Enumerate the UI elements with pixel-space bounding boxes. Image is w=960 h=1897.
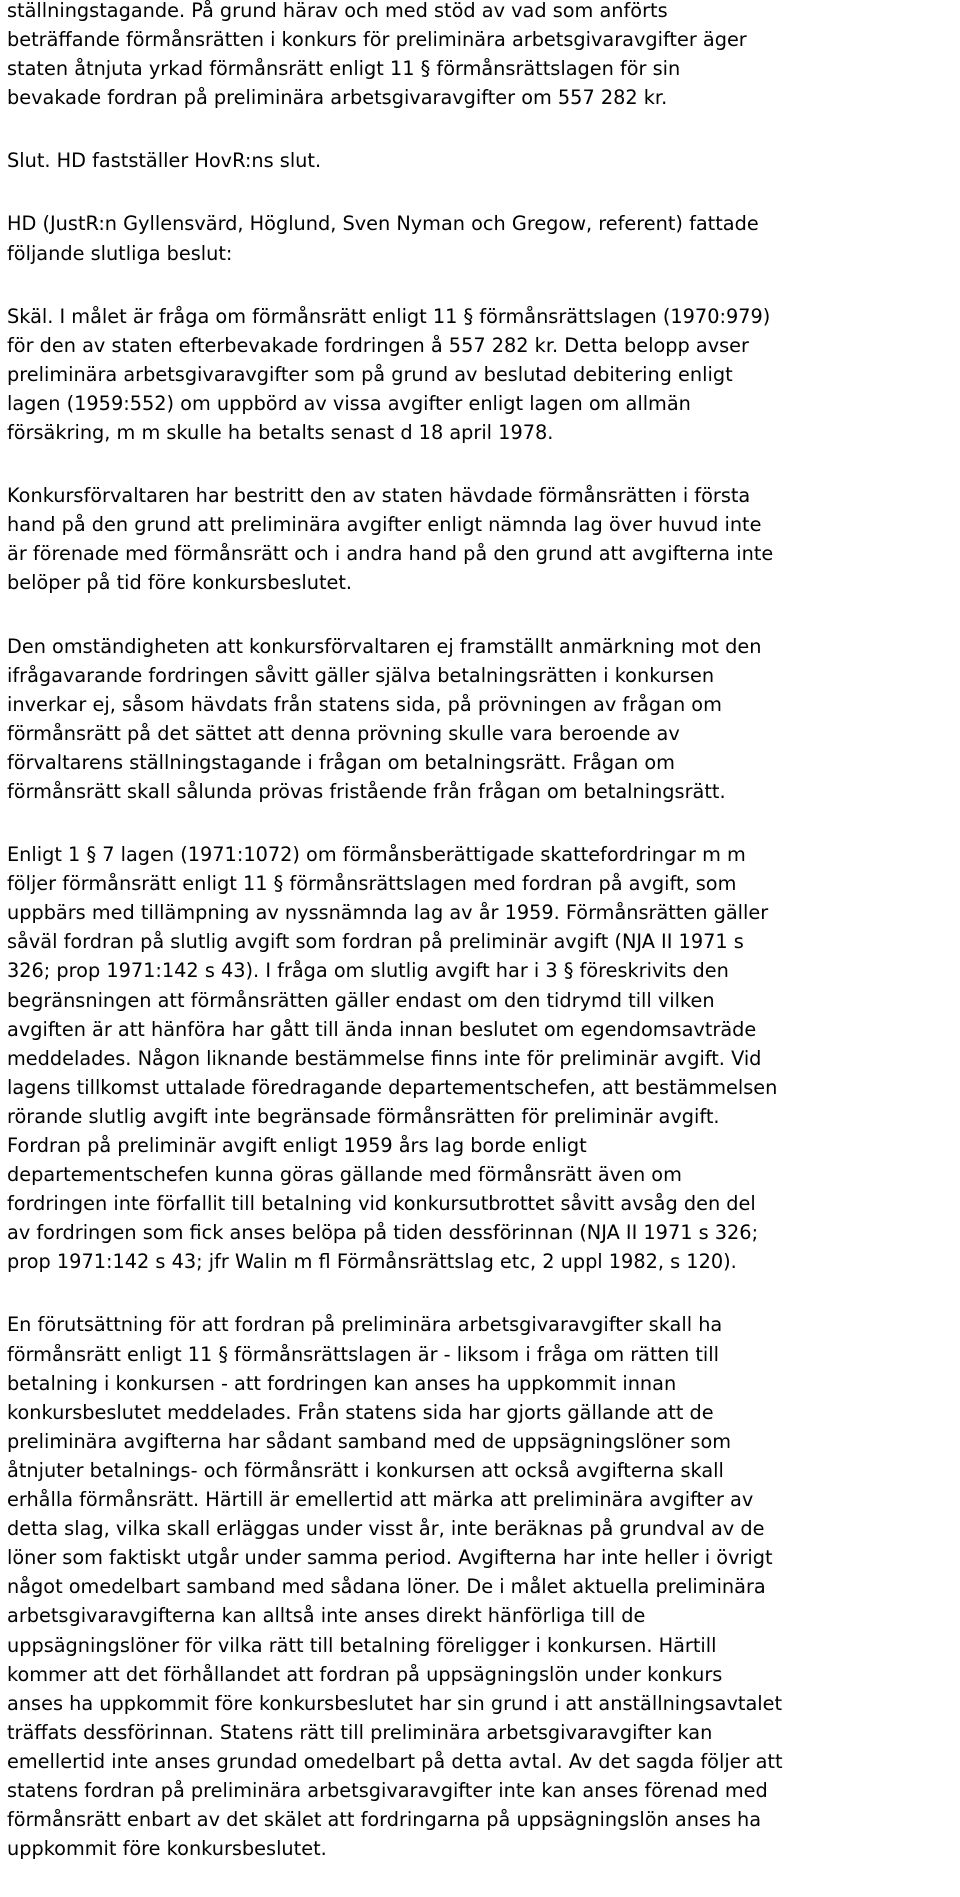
text-line: preliminära arbetsgivaravgifter som på grund av beslutad debitering enligt (7, 362, 733, 386)
text-line: HD (JustR:n Gyllensvärd, Höglund, Sven Nyman och Gregow, referent) fattade (7, 212, 759, 236)
text-line: såväl fordran på slutlig avgift som fordran på preliminär avgift (NJA II 1971 s (7, 930, 744, 954)
text-line: försäkring, m m skulle ha betalts senast d 18 april 1978. (7, 421, 554, 445)
text-line: emellertid inte anses grundad omedelbart på detta avtal. Av det sagda följer att (7, 1749, 783, 1773)
document-body (7, 0, 957, 1897)
text-line: En förutsättning för att fordran på preliminära arbetsgivaravgifter skall ha (7, 1313, 723, 1337)
paragraph-skal (7, 302, 957, 447)
text-line: fordringen inte förfallit till betalning vid konkursutbrottet såvitt avsåg den del (7, 1192, 756, 1216)
text-line: av fordringen som fick anses belöpa på tiden dessförinnan (NJA II 1971 s 326; (7, 1221, 759, 1245)
text-line: staten åtnjuta yrkad förmånsrätt enligt 11 § förmånsrättslagen för sin (7, 57, 681, 81)
text-line: prop 1971:142 s 43; jfr Walin m fl Förmånsrättslag etc, 2 uppl 1982, s 120). (7, 1250, 737, 1274)
text-line: departementschefen kunna göras gällande med förmånsrätt även om (7, 1163, 682, 1187)
text-line: inverkar ej, såsom hävdats från statens sida, på prövningen av frågan om (7, 692, 722, 716)
text-line: för den av staten efterbevakade fordringen å 557 282 kr. Detta belopp avser (7, 333, 749, 357)
text-line: förmånsrätt skall sålunda prövas fristående från frågan om betalningsrätt. (7, 779, 726, 803)
paragraph-payment-right (7, 632, 957, 807)
text-line: detta slag, vilka skall erläggas under visst år, inte beräknas på grundval av de (7, 1517, 765, 1541)
text-line: ifrågavarande fordringen såvitt gäller själva betalningsrätten i konkursen (7, 663, 715, 687)
text-line: rörande slutlig avgift inte begränsade förmånsrätten för preliminär avgift. (7, 1104, 720, 1128)
paragraph-law-1971 (7, 840, 957, 1276)
text-line: meddelades. Någon liknande bestämmelse finns inte för preliminär avgift. Vid (7, 1046, 762, 1070)
paragraph-court-composition (7, 209, 957, 267)
text-line: avgiften är att hänföra har gått till ända innan beslutet om egendomsavträde (7, 1017, 757, 1041)
text-line: följer förmånsrätt enligt 11 § förmånsrättslagen med fordran på avgift, som (7, 872, 737, 896)
text-line: uppkommit före konkursbeslutet. (7, 1837, 327, 1861)
text-line: förmånsrätt enligt 11 § förmånsrättslagen är - liksom i fråga om rätten till (7, 1342, 719, 1366)
text-line: uppsägningslöner för vilka rätt till betalning föreligger i konkursen. Härtill (7, 1633, 717, 1657)
paragraph-intro (7, 0, 957, 112)
text-line: något omedelbart samband med sådana löner. De i målet aktuella preliminära (7, 1575, 766, 1599)
text-line: förmånsrätt på det sättet att denna prövning skulle vara beroende av (7, 721, 680, 745)
text-line: är förenade med förmånsrätt och i andra hand på den grund att avgifterna inte (7, 542, 774, 566)
text-line: beträffande förmånsrätten i konkurs för preliminära arbetsgivaravgifter äger (7, 28, 747, 52)
text-line: hand på den grund att preliminära avgifter enligt nämnda lag över huvud inte (7, 513, 762, 537)
text-line: konkursbeslutet meddelades. Från statens sida har gjorts gällande att de (7, 1400, 714, 1424)
text-line: ställningstagande. På grund härav och med stöd av vad som anförts (7, 0, 668, 22)
text-line: uppbärs med tillämpning av nyssnämnda lag av år 1959. Förmånsrätten gäller (7, 901, 769, 925)
text-line: bevakade fordran på preliminära arbetsgivaravgifter om 557 282 kr. (7, 86, 668, 110)
text-line: träffats dessförinnan. Statens rätt till preliminära arbetsgivaravgifter kan (7, 1720, 713, 1744)
text-line: Den omständigheten att konkursförvaltaren ej framställt anmärkning mot den (7, 634, 762, 658)
text-line: Enligt 1 § 7 lagen (1971:1072) om förmånsberättigade skattefordringar m m (7, 843, 746, 867)
text-line: begränsningen att förmånsrätten gäller endast om den tidrymd till vilken (7, 988, 715, 1012)
text-line: Skäl. I målet är fråga om förmånsrätt enligt 11 § förmånsrättslagen (1970:979) (7, 304, 771, 328)
text-line: Konkursförvaltaren har bestritt den av staten hävdade förmånsrätten i första (7, 484, 751, 508)
text-line: löner som faktiskt utgår under samma period. Avgifterna har inte heller i övrigt (7, 1546, 773, 1570)
text-line: preliminära avgifterna har sådant samband med de uppsägningslöner som (7, 1429, 732, 1453)
text-line: åtnjuter betalnings- och förmånsrätt i konkursen att också avgifterna skall (7, 1458, 724, 1482)
paragraph-slut (7, 146, 957, 175)
text-line: betalning i konkursen - att fordringen kan anses ha uppkommit innan (7, 1371, 677, 1395)
text-line: belöper på tid före konkursbeslutet. (7, 571, 353, 595)
text-line: arbetsgivaravgifterna kan alltså inte anses direkt hänförliga till de (7, 1604, 646, 1628)
text-line: kommer att det förhållandet att fordran på uppsägningslön under konkurs (7, 1662, 723, 1686)
text-line: 326; prop 1971:142 s 43). I fråga om slutlig avgift har i 3 § föreskrivits den (7, 959, 729, 983)
text-line: Fordran på preliminär avgift enligt 1959 års lag borde enligt (7, 1134, 587, 1157)
text-line: lagen (1959:552) om uppbörd av vissa avgifter enligt lagen om allmän (7, 391, 691, 415)
text-line: följande slutliga beslut: (7, 241, 233, 265)
text-line: förmånsrätt enbart av det skälet att fordringarna på uppsägningslön anses ha (7, 1808, 762, 1832)
text-line: anses ha uppkommit före konkursbeslutet har sin grund i att anställningsavtalet (7, 1691, 783, 1715)
text-line: Slut. HD fastställer HovR:ns slut. (7, 149, 322, 173)
text-line: förvaltarens ställningstagande i frågan om betalningsrätt. Frågan om (7, 750, 675, 774)
text-line: statens fordran på preliminära arbetsgivaravgifter inte kan anses förenad med (7, 1778, 768, 1802)
text-line: erhålla förmånsrätt. Härtill är emellertid att märka att preliminära avgifter av (7, 1488, 754, 1512)
paragraph-administrator-objection (7, 481, 957, 597)
text-line: lagens tillkomst uttalade föredragande departementschefen, att bestämmelsen (7, 1075, 778, 1099)
paragraph-conclusion (7, 1310, 957, 1863)
